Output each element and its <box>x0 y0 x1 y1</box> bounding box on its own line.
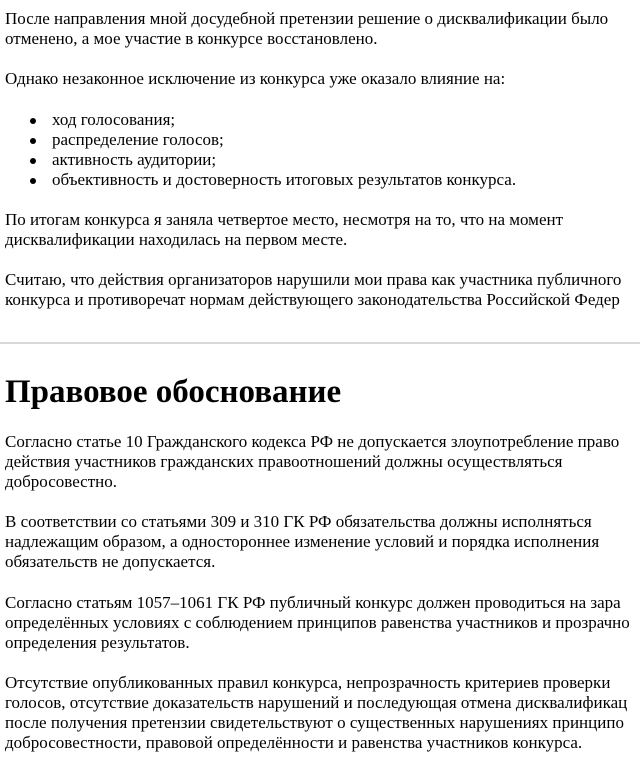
bullet-icon <box>30 158 36 164</box>
bullet-icon <box>30 138 36 144</box>
text-line: надлежащим образом, а одностороннее изменение условий и порядка исполнения <box>5 532 600 551</box>
text-line: После направления мной досудебной претензии решение о дисквалификации было <box>5 9 609 28</box>
section-heading: Правовое обоснование <box>5 374 342 410</box>
list-item-text: распределение голосов; <box>52 130 224 149</box>
text-line: Однако незаконное исключение из конкурса уже оказало влияние на: <box>5 69 506 88</box>
text-line: Отсутствие опубликованных правил конкурса, непрозрачность критериев проверки <box>5 673 611 692</box>
paragraph-claim-reversed <box>5 9 608 49</box>
text-line: определения результатов. <box>5 633 190 652</box>
list-item-text: объективность и достоверность итоговых результатов конкурса. <box>52 170 517 189</box>
paragraph-violations-summary <box>5 673 627 753</box>
text-line: отменено, а мое участие в конкурсе восстановлено. <box>5 29 378 48</box>
paragraph-articles-309-310 <box>5 512 599 572</box>
text-line: Считаю, что действия организаторов нарушили мои права как участника публичного <box>5 270 622 289</box>
text-line: добросовестно. <box>5 472 117 491</box>
list-item <box>5 170 516 190</box>
paragraph-rights-violated <box>5 270 621 310</box>
list-item <box>5 130 516 150</box>
text-line: В соответствии со статьями 309 и 310 ГК РФ обязательства должны исполняться <box>5 512 592 531</box>
paragraph-articles-1057-1061 <box>5 593 630 653</box>
paragraph-final-place <box>5 210 563 250</box>
paragraph-influence-intro <box>5 69 505 89</box>
section-divider <box>0 342 640 344</box>
text-line: конкурса и противоречат нормам действующего законодательства Российской Федер <box>5 290 620 309</box>
list-item <box>5 110 516 130</box>
text-line: Согласно статьям 1057–1061 ГК РФ публичный конкурс должен проводиться на зара <box>5 593 621 612</box>
paragraph-article-10 <box>5 432 619 492</box>
influence-list <box>5 110 516 190</box>
list-item-text: активность аудитории; <box>52 150 217 169</box>
text-line: голосов, отсутствие доказательств нарушений и последующая отмена дисквалификац <box>5 693 628 712</box>
text-line: определённых условиях с соблюдением принципов равенства участников и прозрачно <box>5 613 630 632</box>
list-item-text: ход голосования; <box>52 110 176 129</box>
text-line: дисквалификации находилась на первом месте. <box>5 230 348 249</box>
text-line: обязательств не допускается. <box>5 552 216 571</box>
bullet-icon <box>30 118 36 124</box>
text-line: действия участников гражданских правоотношений должны осуществляться <box>5 452 563 471</box>
list-item <box>5 150 516 170</box>
text-line: Согласно статье 10 Гражданского кодекса РФ не допускается злоупотребление право <box>5 432 620 451</box>
text-line: По итогам конкурса я заняла четвертое место, несмотря на то, что на момент <box>5 210 564 229</box>
text-line: после получения претензии свидетельствуют о существенных нарушениях принципо <box>5 713 624 732</box>
bullet-icon <box>30 178 36 184</box>
text-line: добросовестности, правовой определённости и равенства участников конкурса. <box>5 733 583 752</box>
